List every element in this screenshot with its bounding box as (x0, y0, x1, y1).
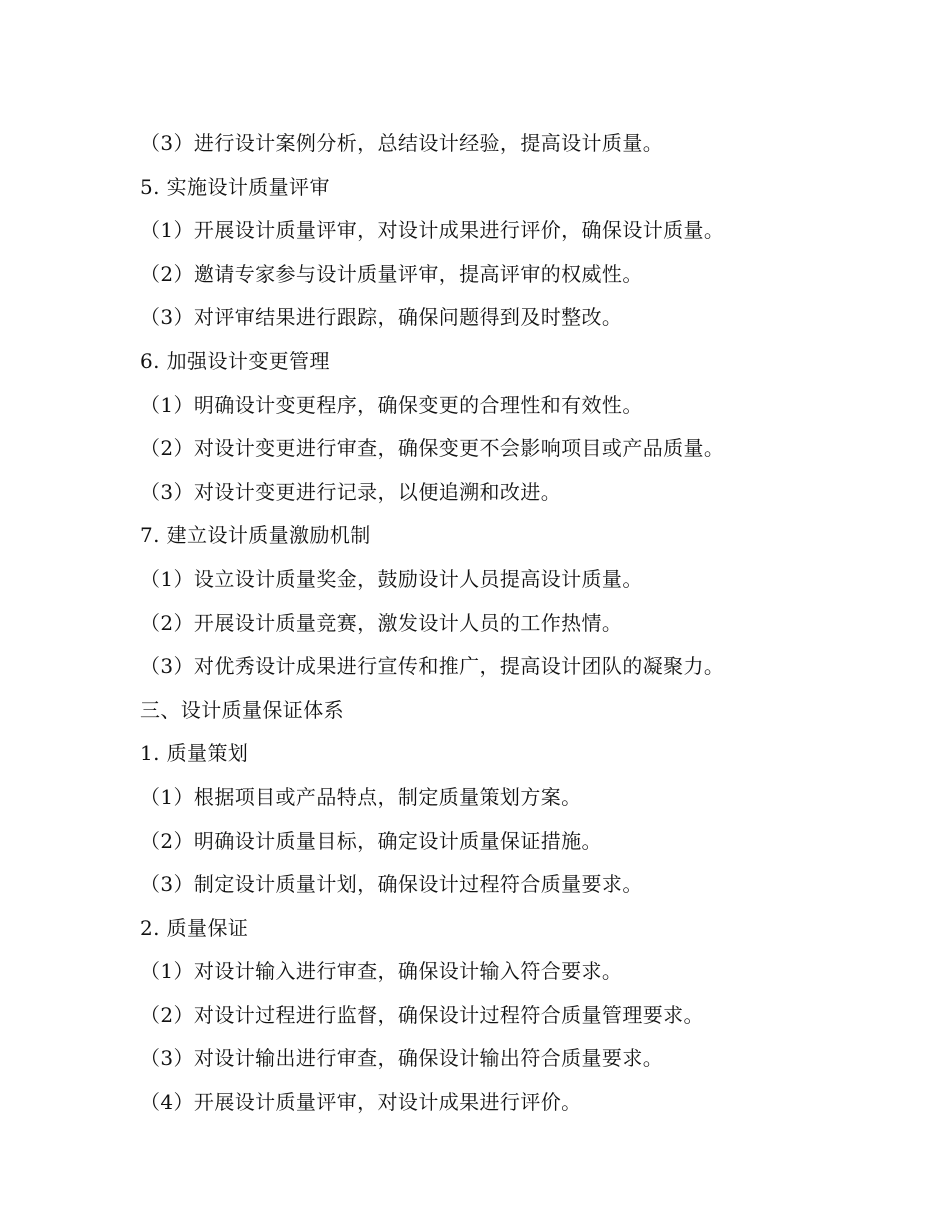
list-item: （1）明确设计变更程序，确保变更的合理性和有效性。 (140, 392, 643, 417)
section-heading: 7. 建立设计质量激励机制 (140, 523, 371, 548)
section-heading: 6. 加强设计变更管理 (140, 348, 330, 373)
section-heading: 5. 实施设计质量评审 (140, 174, 330, 199)
list-item: （1）开展设计质量评审，对设计成果进行评价，确保设计质量。 (140, 218, 725, 243)
list-item: （3）制定设计质量计划，确保设计过程符合质量要求。 (140, 872, 643, 897)
list-item: （2）对设计变更进行审查，确保变更不会影响项目或产品质量。 (140, 436, 725, 461)
document-body (140, 122, 900, 1125)
list-item: （2）明确设计质量目标，确定设计质量保证措施。 (140, 828, 602, 853)
list-item: （1）设立设计质量奖金，鼓励设计人员提高设计质量。 (140, 566, 643, 591)
section-heading: 2. 质量保证 (140, 915, 249, 940)
list-item: （2）邀请专家参与设计质量评审，提高评审的权威性。 (140, 261, 643, 286)
list-item: （1）根据项目或产品特点，制定质量策划方案。 (140, 784, 582, 809)
list-item: （2）开展设计质量竞赛，激发设计人员的工作热情。 (140, 610, 623, 635)
list-item: （3）对评审结果进行跟踪，确保问题得到及时整改。 (140, 305, 623, 330)
section-heading: 1. 质量策划 (140, 741, 249, 766)
list-item: （3）对优秀设计成果进行宣传和推广，提高设计团队的凝聚力。 (140, 654, 725, 679)
list-item: （3）对设计变更进行记录，以便追溯和改进。 (140, 479, 562, 504)
list-item: （1）对设计输入进行审查，确保设计输入符合要求。 (140, 959, 623, 984)
list-item: （3）进行设计案例分析，总结设计经验，提高设计质量。 (140, 131, 664, 155)
chapter-heading: 三、设计质量保证体系 (140, 697, 344, 722)
list-item: （4）开展设计质量评审，对设计成果进行评价。 (140, 1090, 582, 1115)
list-item: （3）对设计输出进行审查，确保设计输出符合质量要求。 (140, 1046, 664, 1071)
list-item: （2）对设计过程进行监督，确保设计过程符合质量管理要求。 (140, 1002, 704, 1027)
